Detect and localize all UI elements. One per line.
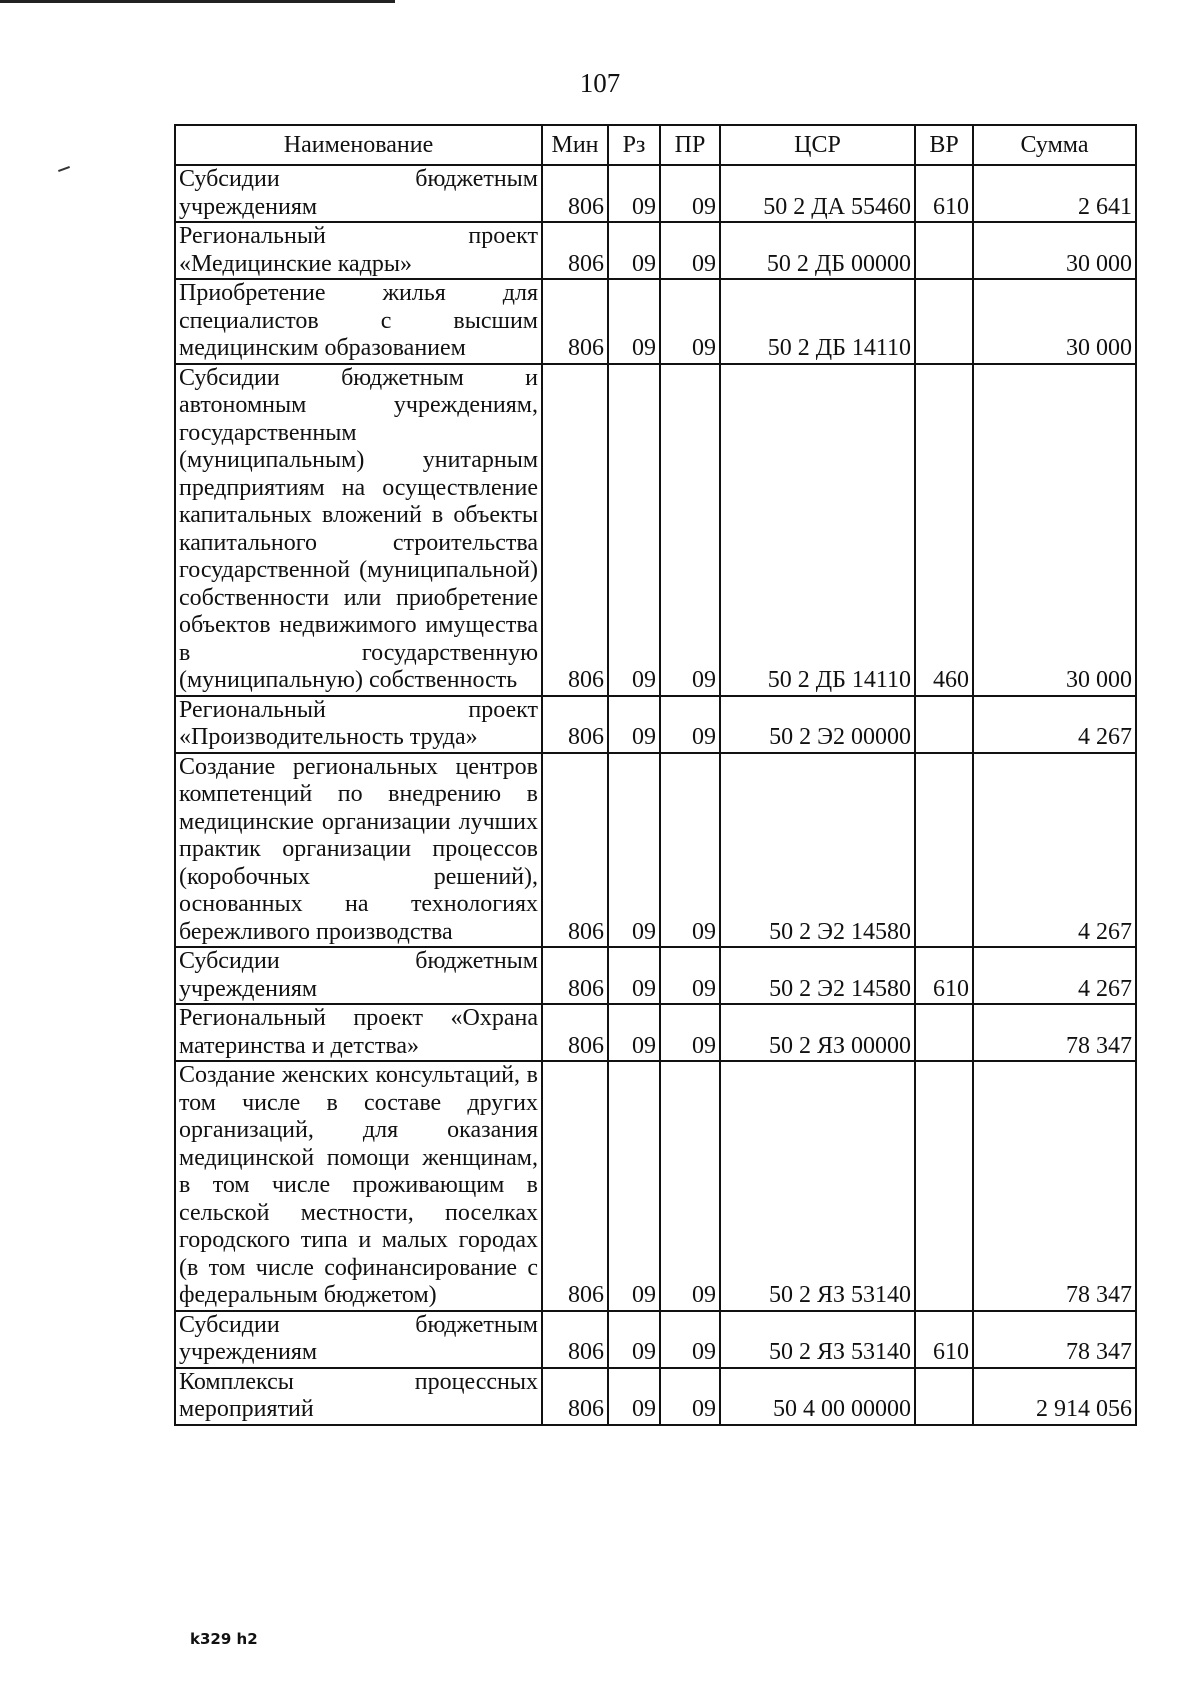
scan-edge-line: [0, 0, 395, 3]
cell-rz: 09: [608, 279, 660, 364]
table-row: [175, 364, 1136, 696]
table-row: [175, 222, 1136, 279]
cell-min: 806: [542, 222, 608, 279]
cell-sum: 2 641: [973, 165, 1136, 222]
scan-stray-mark: [58, 166, 70, 172]
header-name: Наименование: [175, 125, 542, 165]
cell-csr: 50 2 ЯЗ 00000: [720, 1004, 915, 1061]
table-row: [175, 753, 1136, 948]
cell-vr: [915, 753, 973, 948]
cell-pr: 09: [660, 165, 720, 222]
cell-name: Региональный проект «Производительность труда»: [175, 696, 542, 753]
cell-sum: 2 914 056: [973, 1368, 1136, 1425]
cell-vr: [915, 696, 973, 753]
header-pr: ПР: [660, 125, 720, 165]
cell-csr: 50 2 Э2 14580: [720, 753, 915, 948]
cell-vr: [915, 1004, 973, 1061]
cell-sum: 78 347: [973, 1004, 1136, 1061]
cell-sum: 78 347: [973, 1061, 1136, 1311]
cell-pr: 09: [660, 753, 720, 948]
cell-vr: 610: [915, 1311, 973, 1368]
cell-sum: 4 267: [973, 947, 1136, 1004]
cell-csr: 50 2 ЯЗ 53140: [720, 1061, 915, 1311]
cell-min: 806: [542, 1061, 608, 1311]
cell-sum: 4 267: [973, 696, 1136, 753]
cell-vr: 610: [915, 947, 973, 1004]
cell-rz: 09: [608, 364, 660, 696]
cell-min: 806: [542, 1004, 608, 1061]
cell-vr: [915, 279, 973, 364]
cell-sum: 30 000: [973, 222, 1136, 279]
cell-vr: 610: [915, 165, 973, 222]
table-row: [175, 1061, 1136, 1311]
cell-name: Создание региональных центров компетенций по внедрению в медицинские организации лучших практик организации процессов (коробочных решений), основанных на технологиях бережливого производства: [175, 753, 542, 948]
budget-table: [174, 124, 1137, 1426]
cell-min: 806: [542, 165, 608, 222]
cell-csr: 50 4 00 00000: [720, 1368, 915, 1425]
cell-name: Субсидии бюджетным и автономным учреждениям, государственным (муниципальным) унитарным предприятиям на осуществление капитальных вложений в объекты капитального строительства государственной (муниципальной) собственности или приобретение объектов недвижимого имущества в государственную (муниципальную) собственность: [175, 364, 542, 696]
cell-rz: 09: [608, 1311, 660, 1368]
cell-name: Комплексы процессных мероприятий: [175, 1368, 542, 1425]
cell-vr: 460: [915, 364, 973, 696]
cell-rz: 09: [608, 165, 660, 222]
cell-pr: 09: [660, 279, 720, 364]
cell-csr: 50 2 ДБ 14110: [720, 279, 915, 364]
cell-name: Создание женских консультаций, в том числе в составе других организаций, для оказания медицинской помощи женщинам, в том числе проживающим в сельской местности, поселках городского типа и малых городах (в том числе софинансирование с федеральным бюджетом): [175, 1061, 542, 1311]
cell-csr: 50 2 ДБ 14110: [720, 364, 915, 696]
cell-vr: [915, 222, 973, 279]
cell-name: Региональный проект «Охрана материнства и детства»: [175, 1004, 542, 1061]
cell-rz: 09: [608, 696, 660, 753]
header-min: Мин: [542, 125, 608, 165]
cell-name: Субсидии бюджетным учреждениям: [175, 947, 542, 1004]
page-number: 107: [579, 68, 621, 98]
table-row: [175, 1368, 1136, 1425]
cell-min: 806: [542, 279, 608, 364]
cell-min: 806: [542, 696, 608, 753]
cell-min: 806: [542, 1311, 608, 1368]
cell-csr: 50 2 Э2 00000: [720, 696, 915, 753]
footer-code: k329 h2: [190, 1630, 258, 1648]
table-row: [175, 947, 1136, 1004]
cell-min: 806: [542, 947, 608, 1004]
cell-pr: 09: [660, 947, 720, 1004]
cell-pr: 09: [660, 1311, 720, 1368]
header-csr: ЦСР: [720, 125, 915, 165]
cell-min: 806: [542, 364, 608, 696]
cell-rz: 09: [608, 753, 660, 948]
cell-rz: 09: [608, 1368, 660, 1425]
header-vr: ВР: [915, 125, 973, 165]
cell-name: Субсидии бюджетным учреждениям: [175, 165, 542, 222]
header-sum: Сумма: [973, 125, 1136, 165]
cell-rz: 09: [608, 1004, 660, 1061]
cell-vr: [915, 1368, 973, 1425]
cell-pr: 09: [660, 364, 720, 696]
table-row: [175, 1004, 1136, 1061]
cell-rz: 09: [608, 222, 660, 279]
cell-pr: 09: [660, 222, 720, 279]
cell-sum: 30 000: [973, 279, 1136, 364]
table-header-row: [175, 125, 1136, 165]
cell-csr: 50 2 ДА 55460: [720, 165, 915, 222]
cell-sum: 4 267: [973, 753, 1136, 948]
cell-vr: [915, 1061, 973, 1311]
cell-sum: 30 000: [973, 364, 1136, 696]
table-row: [175, 279, 1136, 364]
cell-pr: 09: [660, 1004, 720, 1061]
table-body: [175, 165, 1136, 1425]
cell-pr: 09: [660, 1061, 720, 1311]
cell-csr: 50 2 ЯЗ 53140: [720, 1311, 915, 1368]
table-row: [175, 696, 1136, 753]
cell-rz: 09: [608, 1061, 660, 1311]
header-rz: Рз: [608, 125, 660, 165]
cell-pr: 09: [660, 696, 720, 753]
cell-min: 806: [542, 1368, 608, 1425]
cell-csr: 50 2 Э2 14580: [720, 947, 915, 1004]
cell-name: Субсидии бюджетным учреждениям: [175, 1311, 542, 1368]
table-row: [175, 165, 1136, 222]
table-row: [175, 1311, 1136, 1368]
cell-csr: 50 2 ДБ 00000: [720, 222, 915, 279]
cell-min: 806: [542, 753, 608, 948]
cell-name: Региональный проект «Медицинские кадры»: [175, 222, 542, 279]
cell-pr: 09: [660, 1368, 720, 1425]
cell-rz: 09: [608, 947, 660, 1004]
cell-sum: 78 347: [973, 1311, 1136, 1368]
cell-name: Приобретение жилья для специалистов с высшим медицинским образованием: [175, 279, 542, 364]
